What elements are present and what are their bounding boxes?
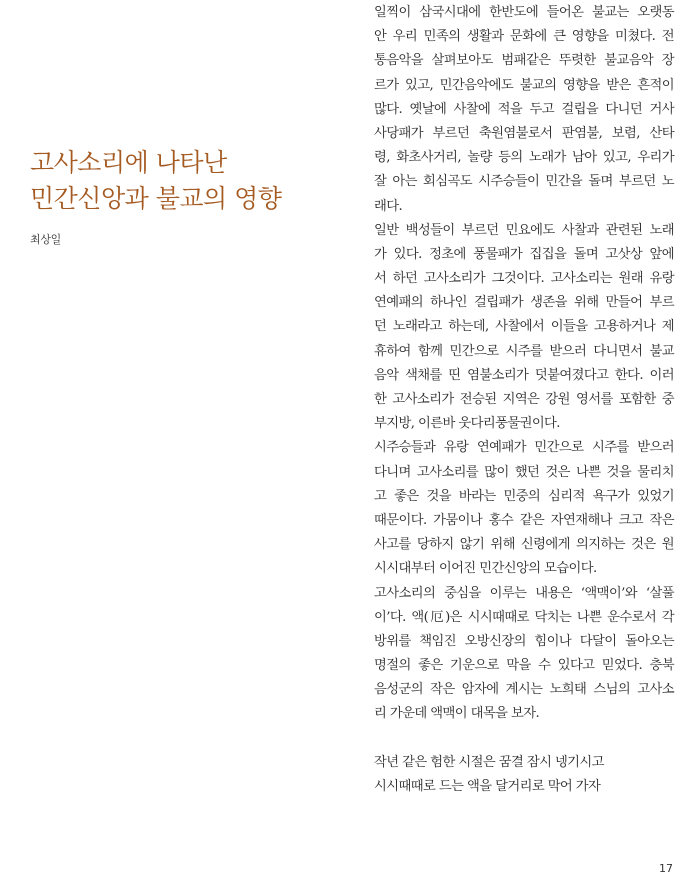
text-line: 방위를 책임진 오방신장의 힘이나 다달이 돌아오는 (374, 633, 674, 649)
text-line: 휴하여 함께 민간으로 시주를 받으러 다니면서 불교 (374, 343, 674, 359)
quoted-verse (374, 751, 674, 799)
text-line: 한 고사소리가 전승된 지역은 강원 영서를 포함한 중 (374, 392, 674, 407)
text-line: 일반 백성들이 부르던 민요에도 사찰과 관련된 노래 (374, 222, 674, 238)
article-title-line: 고사소리에 나타난 (30, 148, 227, 177)
text-line: 시주승들과 유랑 연예패가 민간으로 시주를 받으러 (374, 440, 674, 456)
text-line: 음성군의 작은 암자에 계시는 노희태 스님의 고사소 (374, 682, 674, 698)
text-line: 던 노래라고 하는데, 사찰에서 이들을 고용하거나 제 (374, 319, 674, 335)
text-line: 시시대부터 이어진 민간신앙의 모습이다. (374, 561, 597, 577)
article-title (30, 145, 350, 217)
page-number: 17 (659, 862, 673, 875)
article-title-line: 민간신앙과 불교의 영향 (30, 184, 282, 213)
text-line: 르가 있고, 민간음악에도 불교의 영향을 받은 흔적이 (374, 77, 674, 93)
author-name: 최상일 (30, 233, 61, 246)
text-line: 래다. (374, 198, 403, 214)
verse-line: 시시때때로 드는 액을 달거리로 막어 가자 (374, 779, 601, 794)
paragraph (374, 219, 674, 437)
text-line: 부지방, 이른바 웃다리풍물권이다. (374, 416, 560, 432)
text-line: 통음악을 살펴보아도 범패같은 뚜렷한 불교음악 장 (374, 53, 674, 69)
text-line: 명절의 좋은 기운으로 막을 수 있다고 믿었다. 충북 (374, 658, 674, 674)
text-line: 연예패의 하나인 걸립패가 생존을 위해 만들어 부르 (374, 295, 674, 311)
text-line: 잘 아는 회심곡도 시주승들이 민간을 돌며 부르던 노 (374, 174, 674, 190)
text-line: 일찍이 삼국시대에 한반도에 들어온 불교는 오랫동 (374, 5, 674, 20)
paragraph (374, 436, 674, 581)
article-body (374, 1, 674, 799)
text-line: 음악 색채를 띤 염불소리가 덧붙여졌다고 한다. 이러 (374, 367, 674, 383)
text-line: 이’다. 액(厄)은 시시때때로 닥치는 나쁜 운수로서 각 (374, 609, 674, 625)
text-line: 다니며 고사소리를 많이 했던 것은 나쁜 것을 물리치 (374, 464, 674, 480)
text-line: 고 좋은 것을 바라는 민중의 심리적 욕구가 있었기 (374, 488, 674, 504)
text-line: 사당패가 부르던 축원염불로서 판염불, 보렴, 산타 (374, 125, 674, 141)
paragraph-gap (374, 727, 674, 751)
paragraph (374, 582, 674, 727)
text-line: 때문이다. 가뭄이나 홍수 같은 자연재해나 크고 작은 (374, 512, 674, 528)
text-line: 령, 화초사거리, 놀량 등의 노래가 남아 있고, 우리가 (374, 150, 674, 166)
text-line: 사고를 당하지 않기 위해 신령에게 의지하는 것은 원 (374, 537, 674, 553)
verse-line: 작년 같은 험한 시절은 꿈결 잠시 넹기시고 (374, 754, 604, 770)
text-line: 리 가운데 액맥이 대목을 보자. (374, 706, 540, 722)
paragraph (374, 1, 674, 219)
text-line: 고사소리의 중심을 이루는 내용은 ‘액맥이’와 ‘살풀 (374, 585, 674, 601)
text-line: 서 하던 고사소리가 그것이다. 고사소리는 원래 유랑 (374, 271, 674, 287)
text-line: 안 우리 민족의 생활과 문화에 큰 영향을 미쳤다. 전 (374, 29, 674, 45)
text-line: 가 있다. 정초에 풍물패가 집집을 돌며 고삿상 앞에 (374, 246, 674, 262)
text-line: 많다. 옛날에 사찰에 적을 두고 걸립을 다니던 거사 (374, 101, 674, 117)
